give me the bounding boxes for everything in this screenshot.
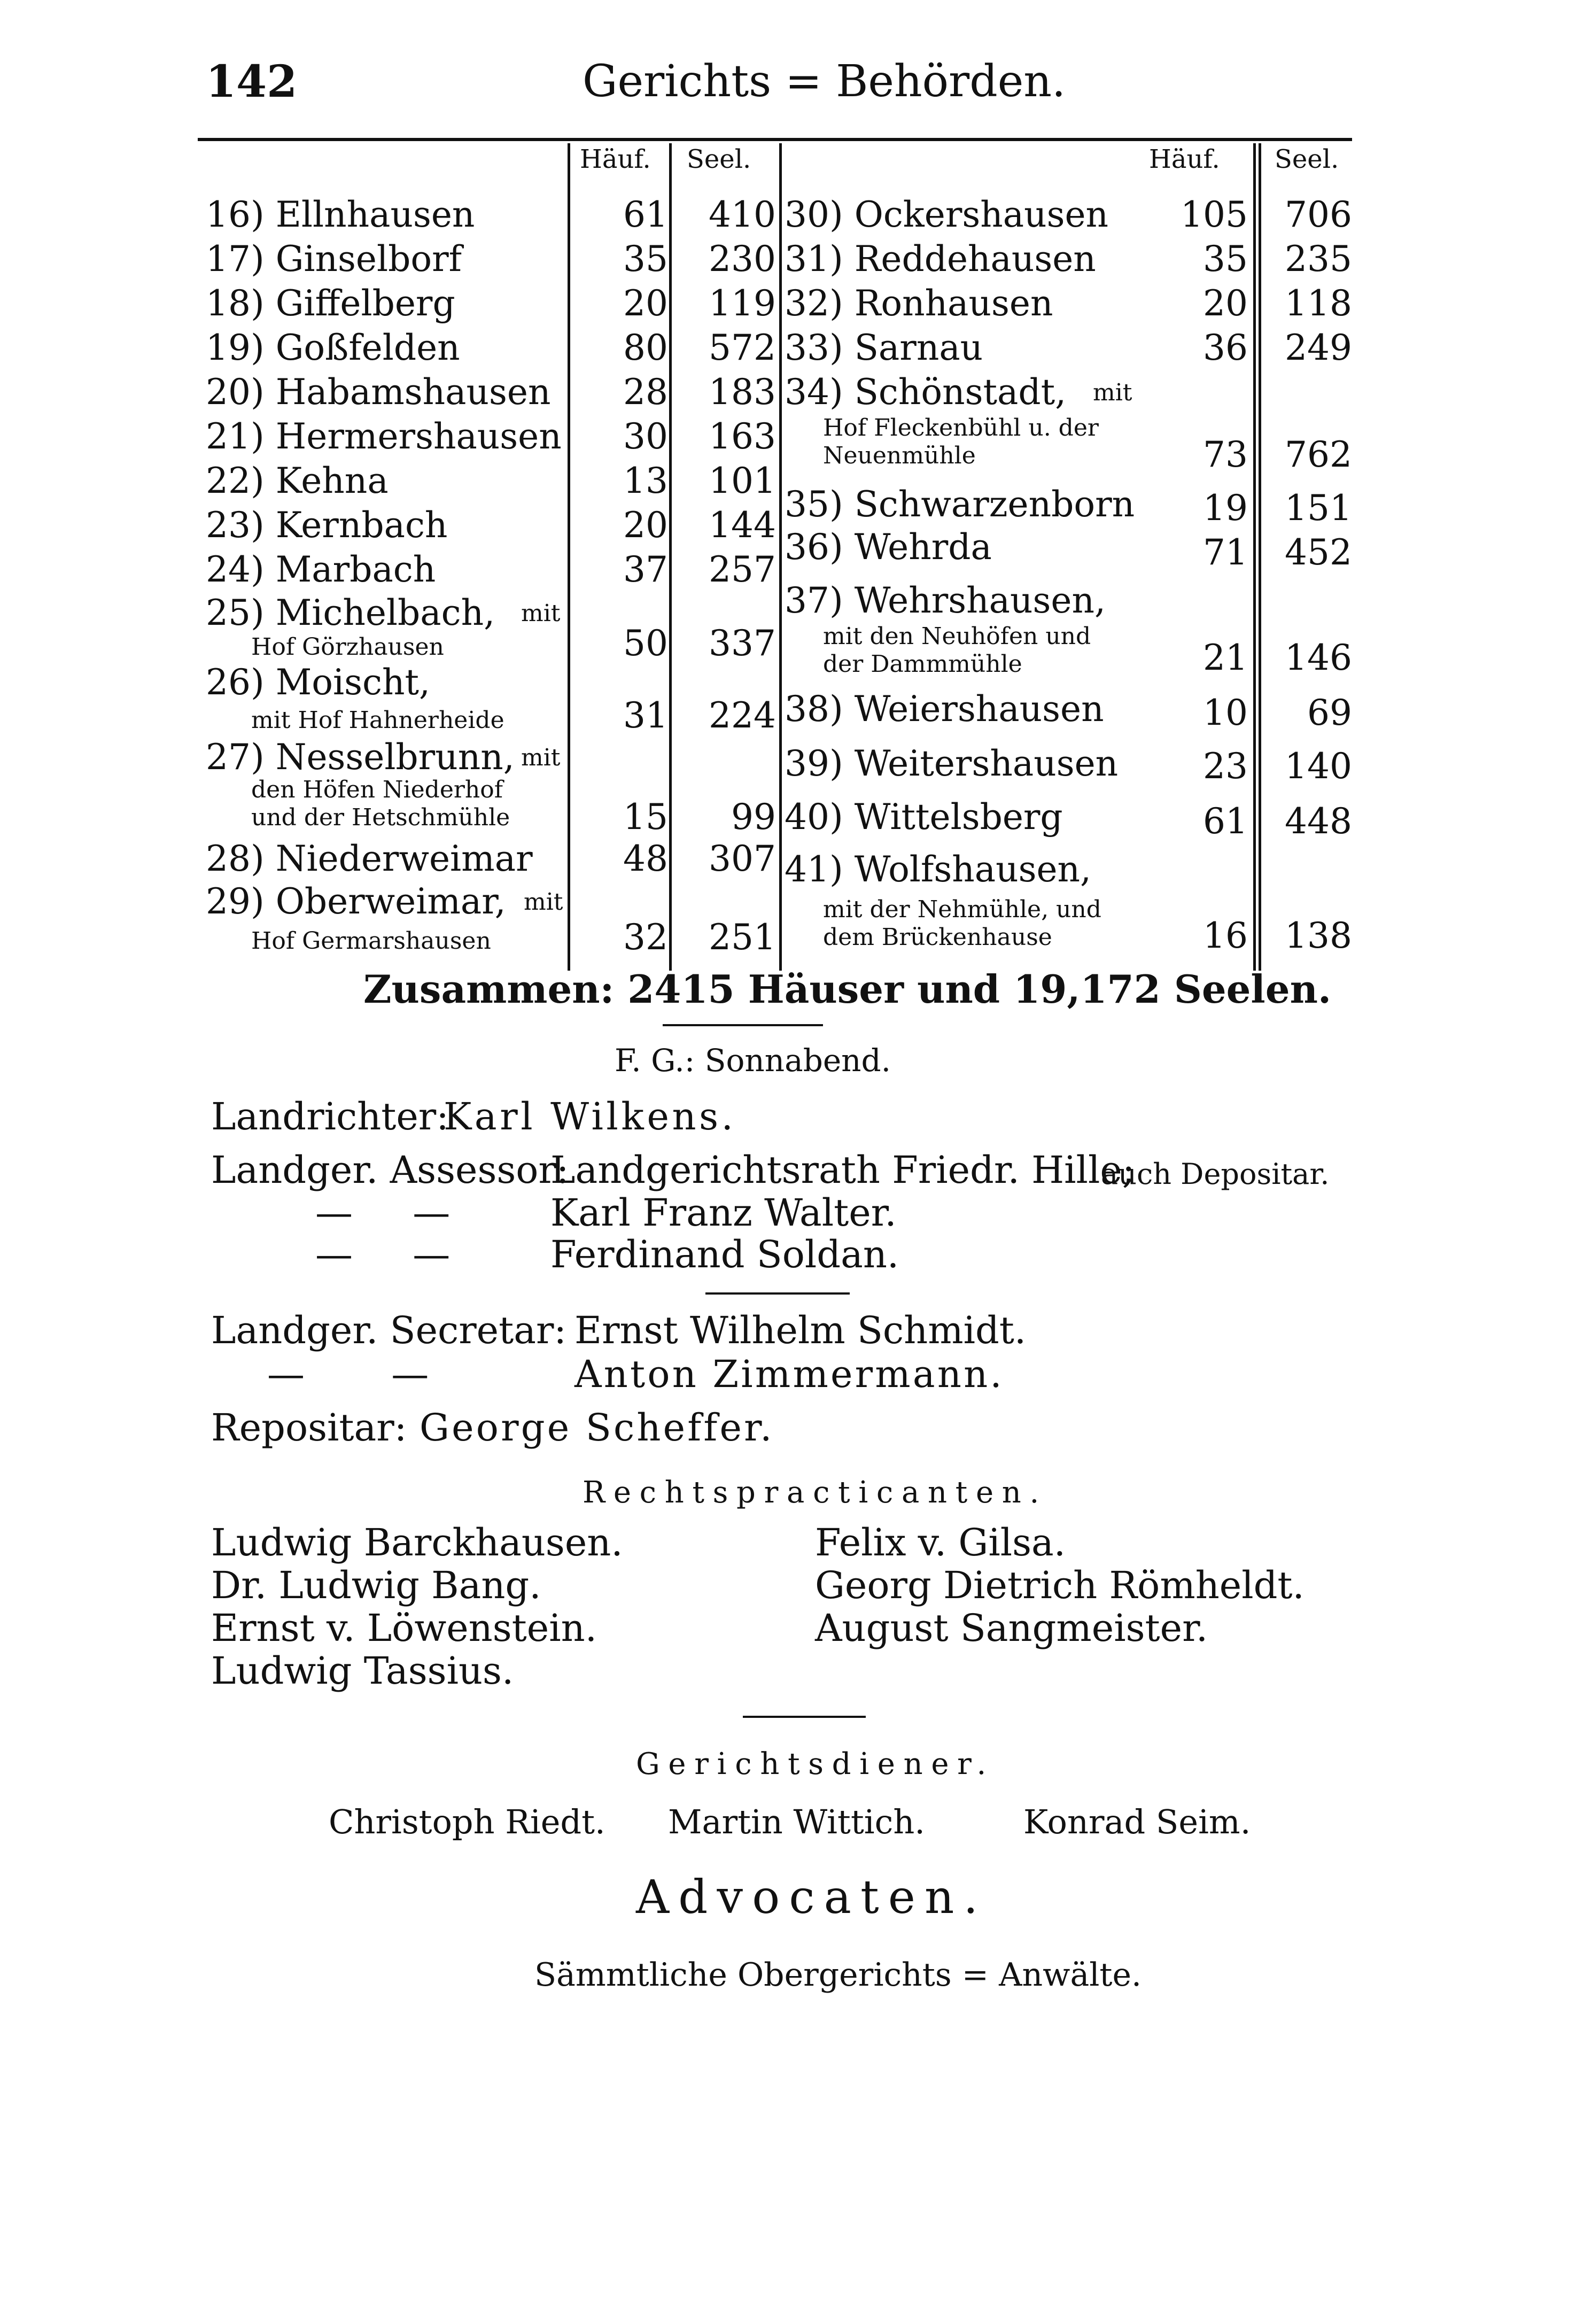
row-name-suffix: mit <box>524 888 563 916</box>
row-souls: 138 <box>1285 915 1352 956</box>
official-role: — — <box>267 1352 429 1396</box>
row-houses: 23 <box>1203 746 1248 787</box>
row-houses: 48 <box>623 838 668 879</box>
row-name: 20) Habamshausen <box>206 371 551 413</box>
col-header-souls: Seel. <box>1275 144 1339 174</box>
row-name: 30) Ockershausen <box>785 194 1109 235</box>
row-name: 25) Michelbach, <box>206 592 495 633</box>
row-souls: 251 <box>709 917 776 958</box>
section-heading-practicants: Rechtspracticanten. <box>583 1475 1048 1510</box>
practicant-name: Georg Dietrich Römheldt. <box>815 1563 1305 1607</box>
practicant-name: Ludwig Barckhausen. <box>211 1521 623 1564</box>
row-souls: 146 <box>1285 637 1352 678</box>
row-houses: 15 <box>623 796 668 838</box>
section-heading-servants: Gerichtsdiener. <box>636 1747 995 1781</box>
page-title: Gerichts = Behörden. <box>583 56 1066 107</box>
servant-name: Martin Wittich. <box>668 1802 925 1841</box>
row-houses: 20 <box>623 505 668 546</box>
row-souls: 235 <box>1285 238 1352 280</box>
official-name: Ernst Wilhelm Schmidt. <box>574 1308 1027 1352</box>
row-name: 35) Schwarzenborn <box>785 484 1135 525</box>
row-detail: dem Brückenhause <box>823 924 1052 951</box>
col-header-houses: Häuf. <box>580 144 651 174</box>
row-souls: 101 <box>709 460 776 501</box>
official-role: — — <box>315 1233 451 1276</box>
official-role: Repositar: <box>211 1406 407 1450</box>
official-name: Karl Franz Walter. <box>550 1191 897 1235</box>
header-rule <box>198 138 1352 141</box>
row-name: 27) Nesselbrunn, <box>206 737 515 778</box>
row-name: 39) Weitershausen <box>785 743 1119 784</box>
row-houses: 61 <box>1203 801 1248 842</box>
row-souls: 224 <box>709 695 776 736</box>
row-houses: 28 <box>623 371 668 413</box>
row-name: 37) Wehrshausen, <box>785 580 1106 621</box>
row-houses: 61 <box>623 194 668 235</box>
row-houses: 35 <box>623 238 668 280</box>
row-name: 34) Schönstadt, <box>785 371 1067 413</box>
row-name: 32) Ronhausen <box>785 283 1053 324</box>
row-houses: 36 <box>1203 327 1248 368</box>
row-name-suffix: mit <box>1093 379 1132 406</box>
row-houses: 73 <box>1203 434 1248 475</box>
row-houses: 10 <box>1203 692 1248 733</box>
row-souls: 452 <box>1285 532 1352 573</box>
official-name: Anton Zimmermann. <box>574 1352 1004 1396</box>
row-houses: 105 <box>1181 194 1248 235</box>
row-name: 18) Giffelberg <box>206 283 455 324</box>
page-number: 142 <box>206 56 298 107</box>
row-name: 26) Moischt, <box>206 662 430 703</box>
col-header-souls: Seel. <box>687 144 751 174</box>
row-souls: 762 <box>1285 434 1352 475</box>
official-name: Landgerichtsrath Friedr. Hille; <box>550 1148 1135 1192</box>
row-name: 31) Reddehausen <box>785 238 1096 280</box>
section-heading-advocates: Advocaten. <box>636 1871 988 1924</box>
row-souls: 140 <box>1285 746 1352 787</box>
servant-name: Konrad Seim. <box>1023 1802 1251 1841</box>
row-name: 23) Kernbach <box>206 505 448 546</box>
row-souls: 307 <box>709 838 776 879</box>
official-note: auch Depositar. <box>1101 1157 1330 1191</box>
row-houses: 20 <box>623 283 668 324</box>
row-souls: 118 <box>1285 283 1352 324</box>
row-name: 28) Niederweimar <box>206 838 533 879</box>
row-name: 38) Weiershausen <box>785 688 1104 730</box>
practicant-name: Dr. Ludwig Bang. <box>211 1563 541 1607</box>
official-name: Ferdinand Soldan. <box>550 1233 899 1276</box>
row-detail: Hof Fleckenbühl u. der <box>823 414 1099 441</box>
row-name-suffix: mit <box>521 600 561 627</box>
row-name: 36) Wehrda <box>785 526 992 568</box>
row-name: 24) Marbach <box>206 549 436 590</box>
row-houses: 37 <box>623 549 668 590</box>
advocates-text: Sämmtliche Obergerichts = Anwälte. <box>534 1956 1142 1994</box>
row-houses: 20 <box>1203 283 1248 324</box>
col-header-houses: Häuf. <box>1149 144 1220 174</box>
official-name: Karl Wilkens. <box>444 1095 736 1138</box>
row-souls: 144 <box>709 505 776 546</box>
row-name: 33) Sarnau <box>785 327 983 368</box>
official-name: George Scheffer. <box>420 1406 774 1450</box>
row-detail: der Dammmühle <box>823 650 1022 678</box>
row-detail: Neuenmühle <box>823 442 976 469</box>
official-role: Landger. Assessor: <box>211 1148 569 1192</box>
row-name-suffix: mit <box>521 744 561 771</box>
row-souls: 99 <box>731 796 776 838</box>
practicant-name: August Sangmeister. <box>815 1606 1208 1650</box>
row-souls: 119 <box>709 283 776 324</box>
practicant-name: Ludwig Tassius. <box>211 1649 514 1693</box>
row-souls: 572 <box>709 327 776 368</box>
practicant-name: Ernst v. Löwenstein. <box>211 1606 597 1650</box>
row-souls: 151 <box>1285 487 1352 529</box>
court-day: F. G.: Sonnabend. <box>615 1042 891 1079</box>
row-name: 19) Goßfelden <box>206 327 460 368</box>
row-souls: 183 <box>709 371 776 413</box>
row-souls: 249 <box>1285 327 1352 368</box>
table-rule <box>1253 143 1256 971</box>
row-houses: 13 <box>623 460 668 501</box>
row-houses: 71 <box>1203 532 1248 573</box>
row-houses: 19 <box>1203 487 1248 529</box>
row-name: 41) Wolfshausen, <box>785 849 1091 890</box>
row-souls: 448 <box>1285 801 1352 842</box>
official-role: Landger. Secretar: <box>211 1308 566 1352</box>
row-souls: 257 <box>709 549 776 590</box>
row-houses: 30 <box>623 416 668 457</box>
practicant-name: Felix v. Gilsa. <box>815 1521 1066 1564</box>
row-detail: mit Hof Hahnerheide <box>251 707 504 734</box>
row-detail: Hof Görzhausen <box>251 633 444 661</box>
row-name: 17) Ginselborf <box>206 238 462 280</box>
table-rule <box>779 143 782 971</box>
row-name: 16) Ellnhausen <box>206 194 475 235</box>
official-role: Landrichter: <box>211 1095 449 1138</box>
row-name: 21) Hermershausen <box>206 416 562 457</box>
row-houses: 50 <box>623 623 668 664</box>
row-souls: 69 <box>1307 692 1352 733</box>
divider <box>705 1292 850 1295</box>
row-name: 22) Kehna <box>206 460 389 501</box>
row-houses: 80 <box>623 327 668 368</box>
row-souls: 337 <box>709 623 776 664</box>
row-houses: 32 <box>623 917 668 958</box>
row-souls: 410 <box>709 194 776 235</box>
row-detail: Hof Germarshausen <box>251 927 491 955</box>
row-houses: 16 <box>1203 915 1248 956</box>
servant-name: Christoph Riedt. <box>329 1802 605 1841</box>
row-houses: 35 <box>1203 238 1248 280</box>
table-total: Zusammen: 2415 Häuser und 19,172 Seelen. <box>363 966 1332 1012</box>
row-souls: 230 <box>709 238 776 280</box>
divider <box>743 1716 866 1718</box>
row-houses: 21 <box>1203 637 1248 678</box>
row-detail: und der Hetschmühle <box>251 804 510 831</box>
row-souls: 163 <box>709 416 776 457</box>
row-detail: mit den Neuhöfen und <box>823 623 1091 650</box>
official-role: — — <box>315 1191 451 1235</box>
row-souls: 706 <box>1285 194 1352 235</box>
table-rule <box>568 143 570 971</box>
table-rule <box>669 143 672 971</box>
row-name: 40) Wittelsberg <box>785 796 1063 838</box>
row-name: 29) Oberweimar, <box>206 881 506 922</box>
divider <box>663 1024 823 1026</box>
row-detail: den Höfen Niederhof <box>251 776 503 803</box>
row-detail: mit der Nehmühle, und <box>823 896 1101 923</box>
row-houses: 31 <box>623 695 668 736</box>
table-rule <box>1259 143 1261 971</box>
